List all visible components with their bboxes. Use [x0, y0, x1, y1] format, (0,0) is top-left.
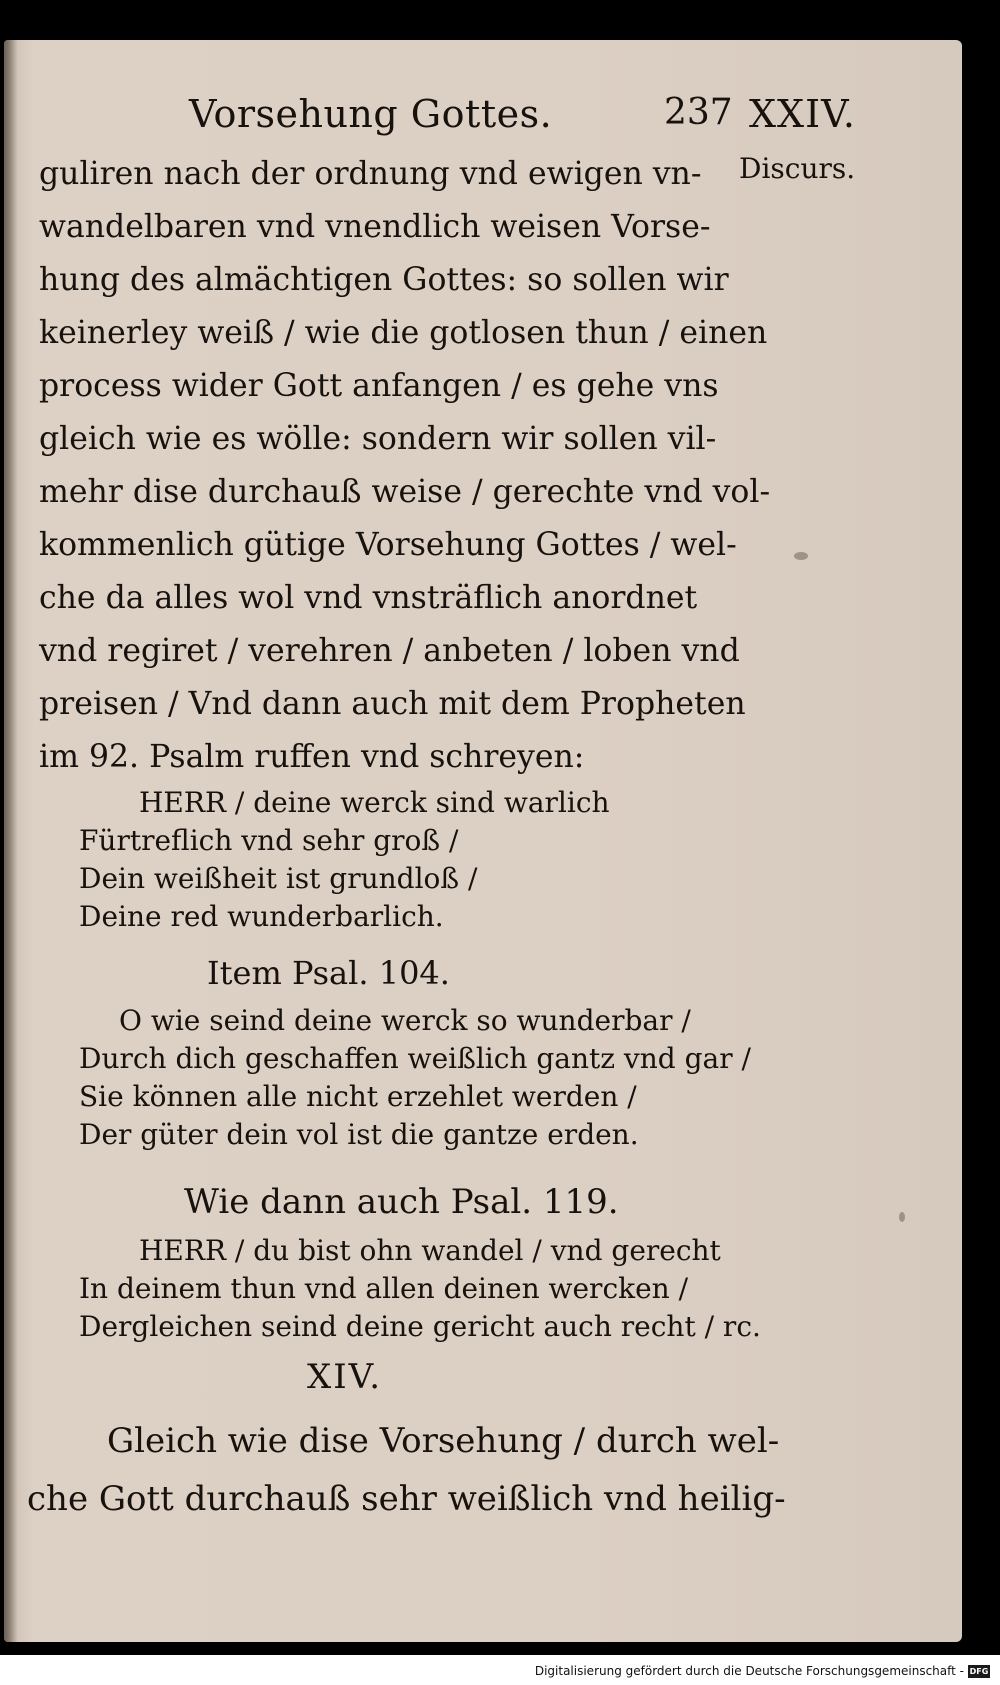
psalm-heading: Item Psal. 104. [207, 954, 450, 992]
verse-line: Deine red wunderbarlich. [79, 900, 444, 933]
verse-psalm-104 [79, 1002, 751, 1154]
discurs-number: XXIV. [749, 92, 856, 136]
text-line: gleich wie es wölle: sondern wir sollen vil- [39, 421, 717, 457]
text-line: mehr dise durchauß weise / gerechte vnd vol- [39, 474, 771, 510]
verse-psalm-92 [79, 784, 610, 936]
text-line: Gleich wie dise Vorsehung / durch wel- [107, 1421, 780, 1461]
margin-note: Discurs. [739, 152, 856, 185]
verse-line: Dergleichen seind deine gericht auch recht / rc. [79, 1310, 761, 1343]
verse-psalm-119 [79, 1232, 761, 1346]
text-line: process wider Gott anfangen / es gehe vns [39, 368, 719, 404]
text-line: wandelbaren vnd vnendlich weisen Vorse- [39, 209, 711, 245]
text-line: che Gott durchauß sehr weißlich vnd heilig- [27, 1479, 786, 1519]
book-page [4, 40, 962, 1642]
text-line: hung des almächtigen Gottes: so sollen wir [39, 262, 729, 298]
verse-line: Fürtreflich vnd sehr groß / [79, 824, 459, 857]
digitization-credit [535, 1664, 990, 1678]
text-line: vnd regiret / verehren / anbeten / loben vnd [39, 633, 740, 669]
text-line: preisen / Vnd dann auch mit dem Propheten [39, 686, 746, 722]
verse-line: Sie können alle nicht erzehlet werden / [79, 1080, 637, 1113]
page-smudge [899, 1212, 905, 1222]
page-smudge [794, 552, 808, 560]
section-paragraph [27, 1412, 786, 1528]
verse-line: HERR / du bist ohn wandel / vnd gerecht [139, 1234, 721, 1267]
running-title: Vorsehung Gottes. [189, 92, 553, 136]
verse-line: Durch dich geschaffen weißlich gantz vnd gar / [79, 1042, 751, 1075]
credit-text: Digitalisierung gefördert durch die Deutsche Forschungsgemeinschaft - [534, 1664, 964, 1678]
psalm-heading: Wie dann auch Psal. 119. [184, 1182, 619, 1222]
page-number: 237 [664, 92, 733, 133]
verse-line: Der güter dein vol ist die gantze erden. [79, 1118, 639, 1151]
dfg-logo-icon: DFG [969, 1666, 989, 1676]
body-paragraph [39, 148, 771, 784]
verse-line: O wie seind deine werck so wunderbar / [119, 1004, 691, 1037]
verse-line: In deinem thun vnd allen deinen wercken / [79, 1272, 689, 1305]
section-number: XIV. [307, 1357, 383, 1397]
text-line: keinerley weiß / wie die gotlosen thun / einen [39, 315, 768, 351]
verse-line: Dein weißheit ist grundloß / [79, 862, 478, 895]
text-line: che da alles wol vnd vnsträflich anordnet [39, 580, 698, 616]
verse-line: HERR / deine werck sind warlich [139, 786, 610, 819]
page-header [39, 84, 919, 144]
text-line: guliren nach der ordnung vnd ewigen vn- [39, 156, 702, 192]
text-line: kommenlich gütige Vorsehung Gottes / wel- [39, 527, 737, 563]
text-line: im 92. Psalm ruffen vnd schreyen: [39, 739, 585, 775]
